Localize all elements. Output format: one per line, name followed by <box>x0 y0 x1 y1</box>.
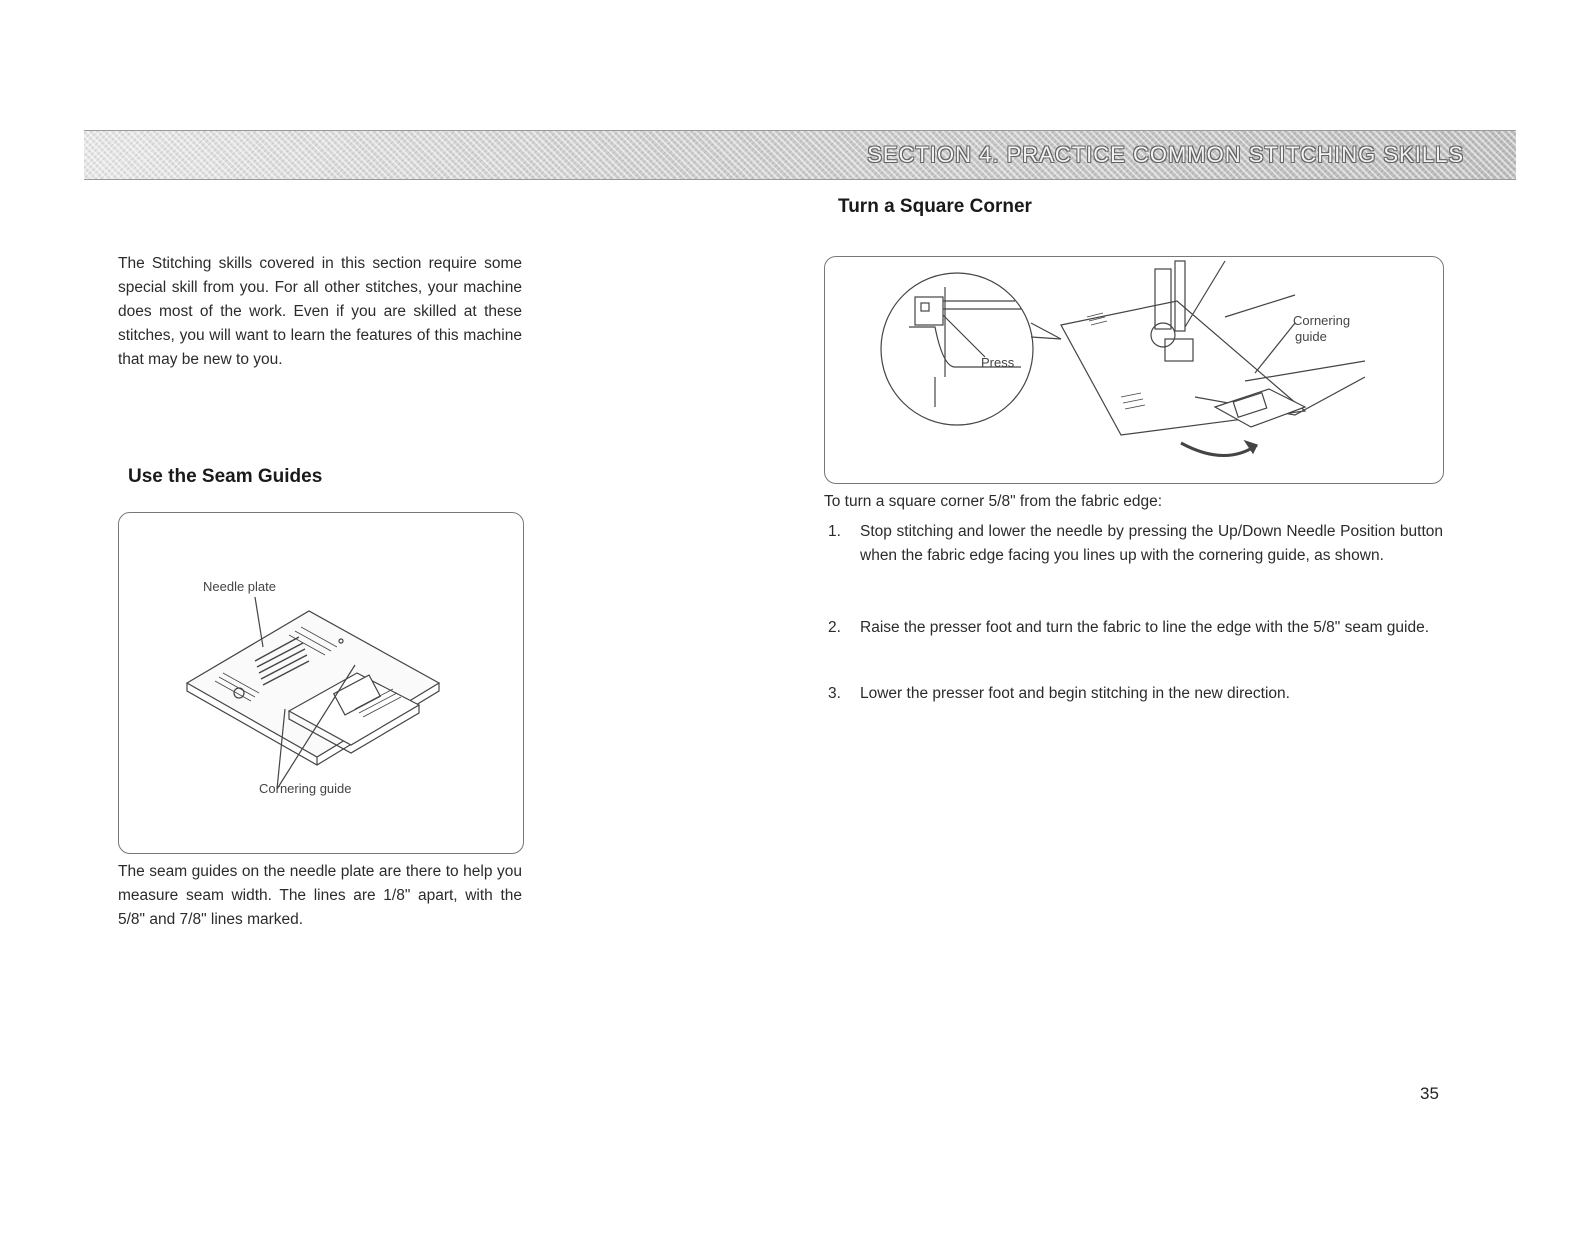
square-corner-figure <box>824 256 1444 484</box>
step-text: Stop stitching and lower the needle by pressing the Up/Down Needle Position button when the fabric edge facing you lines up with the cornering guide, as shown. <box>860 523 1443 564</box>
needle-plate-figure <box>118 512 524 854</box>
intro-paragraph: The Stitching skills covered in this section require some special skill from you. For all other stitches, your machine does most of the work. Even if you are skilled at these stitches, you will want to learn the features of this machine that may be new to you. <box>118 255 522 368</box>
step-number: 3. <box>828 685 841 702</box>
square-corner-intro: To turn a square corner 5/8" from the fabric edge: <box>824 493 1163 510</box>
guide-label: guide <box>1295 329 1327 344</box>
needle-plate-label: Needle plate <box>203 579 276 594</box>
seam-guides-paragraph: The seam guides on the needle plate are there to help you measure seam width. The lines are 1/8" apart, with the 5/8" and 7/8" lines marked. <box>118 863 522 928</box>
section-header-band <box>84 130 1516 180</box>
needle-plate-illustration <box>119 513 523 853</box>
section-title: SECTION 4. PRACTICE COMMON STITCHING SKILLS <box>867 142 1464 167</box>
step-text: Lower the presser foot and begin stitching in the new direction. <box>860 685 1290 702</box>
step-number: 2. <box>828 619 841 636</box>
cornering-guide-label: Cornering guide <box>259 781 352 796</box>
square-corner-illustration <box>825 257 1443 483</box>
square-corner-heading: Turn a Square Corner <box>838 196 1032 217</box>
page-number: 35 <box>1420 1084 1439 1103</box>
step-text: Raise the presser foot and turn the fabric to line the edge with the 5/8" seam guide. <box>860 619 1430 636</box>
seam-guides-heading: Use the Seam Guides <box>128 466 323 487</box>
press-label: Press <box>981 355 1015 370</box>
step-number: 1. <box>828 523 841 540</box>
cornering-label: Cornering <box>1293 313 1351 328</box>
